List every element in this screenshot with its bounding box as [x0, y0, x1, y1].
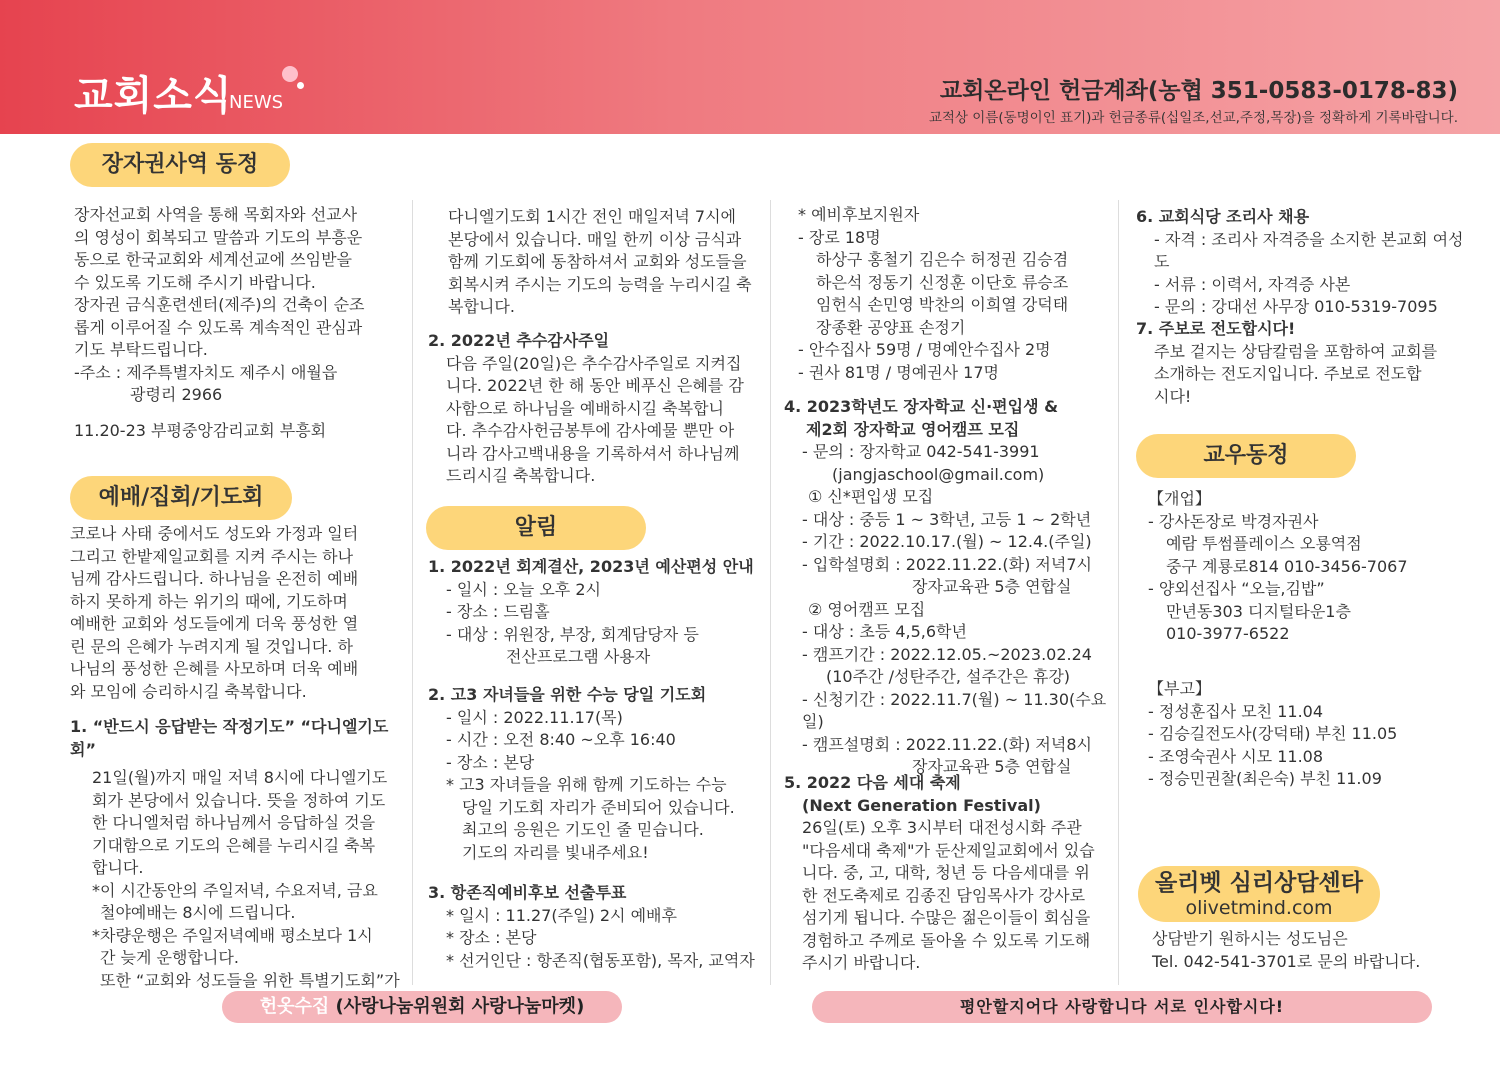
counseling-center-url[interactable]: olivetmind.com: [1185, 897, 1333, 919]
offering-note: 교적상 이름(동명이인 표기)과 헌금종류(십일조,선교,주정,목장)을 정확하게 기록바랍니다.: [928, 110, 1458, 126]
offering-account: 교회온라인 헌금계좌(농협 351-0583-0178-83): [939, 78, 1458, 104]
jangja-ministry-text: 장자선교회 사역을 통해 목회자와 선교사 의 영성이 회복되고 말씀과 기도의 부흥운 동으로 한국교회와 세계선교에 쓰임받을 수 있도록 기도해 주시기 바랍니다. 장자권 금식훈련센터(제주)의 건축이 순조 롭게 이루어질 수 있도록 계속적인 관심과 기도 부탁드립니다. -주소 : 제주특별자치도 제주시 애월읍 광령리 2966: [74, 205, 365, 404]
decor-dot: [282, 66, 298, 82]
counseling-center-badge: [1138, 866, 1380, 922]
candidate-list: * 예비후보지원자 - 장로 18명 하상구 홍철기 김은수 허정권 김승겸 하은석 정동기 신정훈 이단호 류승조 임헌식 손민영 박찬의 이희열 강덕태 장종환 공양표 손정기 - 안수집사 59명 / 명예안수집사 2명 - 권사 81명 / 명예권사 17명: [798, 205, 1069, 382]
business-opening-list: 【개업】 - 강사돈장로 박경자권사 예람 투썸플레이스 오룡역점 중구 계룡로814 010-3456-7067 - 양외선집사 “오늘,김밥” 만년동303 디지털타운1층 010-3977-6522: [1148, 489, 1408, 643]
column-divider: [770, 200, 771, 985]
cook-hiring-item: 6. 교회식당 조리사 채용 - 자격 : 조리사 자격증을 소지한 본교회 여성도 - 서류 : 이력서, 자격증 사본 - 문의 : 강대선 사무장 010-5319-7095: [1136, 207, 1464, 316]
daniel-prayer-item: 1. “반드시 응답받는 작정기도” “다니엘기도회” 21일(월)까지 매일 저녁 8시에 다니엘기도 회가 본당에서 있습니다. 뜻을 정하여 기도 한 다니엘처럼 하나님께서 응답하실 것을 기대함으로 기도의 은혜를 누리시길 축복 합니다. *이 시간동안의 주일저녁, 수요저녁, 금요 철야예배는 8시에 드립니다. *차량운행은 주일저녁예배 평소보다 1시 간 늦게 운행합니다. 또한 “교회와 성도들을 위한 특별기도회”가: [70, 717, 400, 990]
clothing-collection-banner: 헌옷수집 (사랑나눔위원회 사랑나눔마켓): [222, 991, 622, 1023]
column-divider: [1118, 200, 1119, 985]
decor-dot-small: [297, 82, 304, 89]
notice-item-exam-prayer: 2. 고3 자녀들을 위한 수능 당일 기도회 - 일시 : 2022.11.17(목) - 시간 : 오전 8:40 ~오후 16:40 - 장소 : 본당 * 고3 자녀들을 위해 함께 기도하는 수능 당일 기도회 자리가 준비되어 있습니다. 최고의 응원은 기도인 줄 믿습니다. 기도의 자리를 빛내주세요!: [428, 685, 735, 862]
prayer-continuation: 다니엘기도회 1시간 전인 매일저녁 7시에 본당에서 있습니다. 매일 한끼 이상 금식과 함께 기도회에 동참하셔서 교회와 성도들을 회복시켜 주시는 기도의 능력을 누리시길 축 복합니다.: [448, 207, 752, 316]
greeting-banner: 평안할지어다 사랑합니다 서로 인사합시다!: [812, 991, 1432, 1023]
section-title-notice: 알림: [426, 506, 646, 550]
counseling-contact: 상담받기 원하시는 성도님은 Tel. 042-541-3701로 문의 바랍니다.: [1152, 929, 1421, 971]
worship-text: 코로나 사태 중에서도 성도와 가정과 일터 그리고 한밭제일교회를 지켜 주시는 하나 님께 감사드립니다. 하나님을 온전히 예배 하지 못하게 하는 위기의 때에, 기도하며 예배한 교회와 성도들에게 더욱 풍성한 열 린 문의 은혜가 누려지게 될 것입니다. 하 나님의 풍성한 은혜를 사모하며 더욱 예배 와 모임에 승리하시길 축복합니다.: [70, 524, 359, 701]
counseling-center-name: 올리벳 심리상담센타: [1155, 870, 1363, 896]
column-divider: [412, 200, 413, 985]
news-label: NEWS: [229, 92, 284, 113]
section-title-alumni: 교우동정: [1136, 434, 1356, 478]
notice-item-accounting: 1. 2022년 회계결산, 2023년 예산편성 안내 - 일시 : 오늘 오후 2시 - 장소 : 드림홀 - 대상 : 위원장, 부장, 회계담당자 등 전산프로그램 사용자: [428, 557, 754, 666]
page-title: 교회소식: [74, 73, 233, 119]
thanksgiving-item: 2. 2022년 추수감사주일 다음 주일(20일)은 추수감사주일로 지켜집 니다. 2022년 한 해 동안 베푸신 은혜를 감 사함으로 하나님을 예배하시길 축복합니 다. 추수감사헌금봉투에 감사예물 뿐만 아 니라 감사고백내용을 기록하셔서 하나님께 드리시길 축복합니다.: [428, 331, 744, 485]
evangelism-item: 7. 주보로 전도합시다! 주보 겉지는 상담칼럼을 포함하여 교회를 소개하는 전도지입니다. 주보로 전도합 시다!: [1136, 319, 1438, 406]
section-title-jangja: 장자권사역 동정: [70, 143, 290, 187]
notice-item-election: 3. 항존직예비후보 선출투표 * 일시 : 11.27(주일) 2시 예배후 * 장소 : 본당 * 선거인단 : 항존직(협동포함), 목자, 교역자: [428, 883, 755, 970]
next-gen-festival-item: 5. 2022 다음 세대 축제 (Next Generation Festival) 26일(토) 오후 3시부터 대전성시화 주관 "다음세대 축제"가 둔산제일교회에서 있습 니다. 중, 고, 대학, 청년 등 다음세대를 위 한 전도축제로 김종진 담임목사가 강사로 섬기게 됩니다. 수많은 젊은이들이 회심을 경험하고 주께로 돌아올 수 있도록 기도해 주시기 바랍니다.: [784, 773, 1095, 972]
header-banner: [0, 0, 1500, 134]
section-title-worship: 예배/집회/기도회: [70, 476, 292, 520]
jangja-school-item: 4. 2023학년도 장자학교 신·편입생 & 제2회 장자학교 영어캠프 모집 - 문의 : 장자학교 042-541-3991 (jangjaschool@gmail.com) ① 신*편입생 모집 - 대상 : 중등 1 ~ 3학년, 고등 1 ~ 2학년 - 기간 : 2022.10.17.(월) ~ 12.4.(주일) - 입학설명회 : 2022.11.22.(화) 저녁7시 장자교육관 5층 연합실 ② 영어캠프 모집 - 대상 : 초등 4,5,6학년 - 캠프기간 : 2022.12.05.~2023.02.24 (10주간 /성탄주간, 설주간은 휴강) - 신청기간 : 2022.11.7(월) ~ 11.30(수요일) - 캠프설명회 : 2022.11.22.(화) 저녁8시 장자교육관 5층 연합실: [784, 397, 1107, 776]
obituary-list: 【부고】 - 정성훈집사 모친 11.04 - 김승길전도사(강덕태) 부친 11.05 - 조영숙권사 시모 11.08 - 정승민권찰(최은숙) 부친 11.09: [1148, 679, 1398, 788]
revival-event: 11.20-23 부평중앙감리교회 부흥회: [74, 421, 327, 440]
